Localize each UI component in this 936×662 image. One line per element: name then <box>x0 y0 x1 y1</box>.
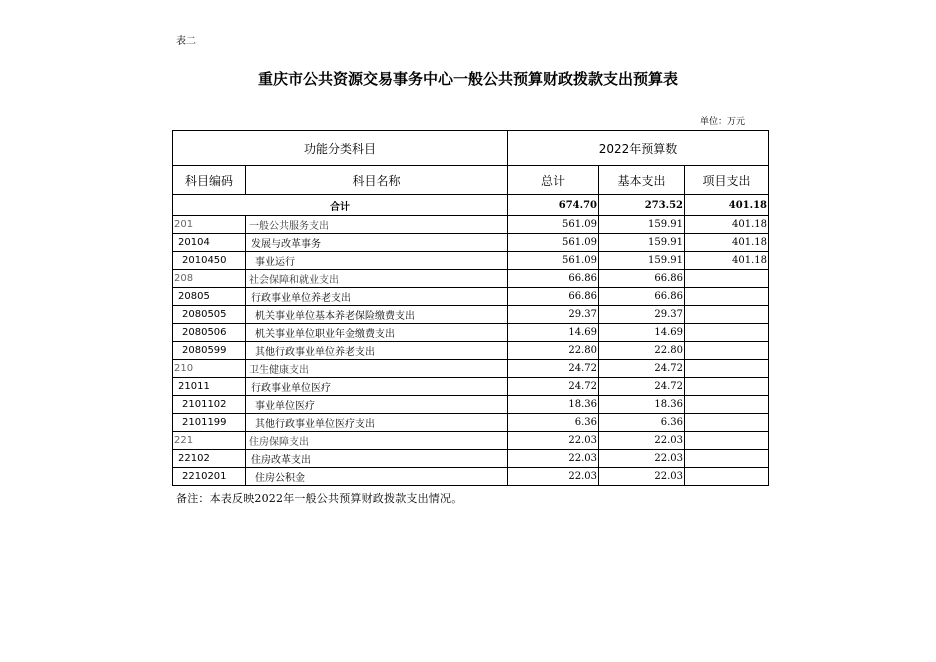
unit-label: 单位：万元 <box>700 117 746 127</box>
row-project <box>685 360 769 378</box>
row-total: 561.09 <box>508 252 599 270</box>
row-total: 24.72 <box>508 360 599 378</box>
code-header: 科目编码 <box>173 166 246 195</box>
row-basic: 14.69 <box>599 324 685 342</box>
row-name: 发展与改革事务 <box>246 234 508 252</box>
row-total: 66.86 <box>508 288 599 306</box>
row-project <box>685 432 769 450</box>
row-total: 561.09 <box>508 216 599 234</box>
total-row <box>173 195 769 216</box>
total-label: 合计 <box>173 195 508 216</box>
basic-header: 基本支出 <box>599 166 685 195</box>
row-project <box>685 414 769 432</box>
row-basic: 24.72 <box>599 378 685 396</box>
row-basic: 6.36 <box>599 414 685 432</box>
row-project <box>685 378 769 396</box>
project-header: 项目支出 <box>685 166 769 195</box>
row-name: 住房公积金 <box>246 468 508 486</box>
row-code: 2101102 <box>173 396 246 414</box>
row-name: 事业单位医疗 <box>246 396 508 414</box>
row-code: 2010450 <box>173 252 246 270</box>
table-row <box>173 396 769 414</box>
row-total: 561.09 <box>508 234 599 252</box>
row-basic: 22.03 <box>599 450 685 468</box>
row-name: 行政事业单位养老支出 <box>246 288 508 306</box>
row-name: 其他行政事业单位医疗支出 <box>246 414 508 432</box>
row-total: 6.36 <box>508 414 599 432</box>
row-code: 2210201 <box>173 468 246 486</box>
row-code: 2101199 <box>173 414 246 432</box>
row-name: 住房保障支出 <box>246 432 508 450</box>
row-project <box>685 270 769 288</box>
row-total: 22.80 <box>508 342 599 360</box>
row-code: 22102 <box>173 450 246 468</box>
header-row-1 <box>173 131 769 166</box>
row-name: 行政事业单位医疗 <box>246 378 508 396</box>
table-row <box>173 324 769 342</box>
functional-category-header: 功能分类科目 <box>173 131 508 166</box>
budget-table <box>172 130 769 486</box>
row-name: 一般公共服务支出 <box>246 216 508 234</box>
row-project <box>685 324 769 342</box>
row-basic: 22.03 <box>599 432 685 450</box>
table-row <box>173 378 769 396</box>
row-name: 机关事业单位职业年金缴费支出 <box>246 324 508 342</box>
table-row <box>173 252 769 270</box>
table-row <box>173 234 769 252</box>
row-project <box>685 450 769 468</box>
row-total: 22.03 <box>508 432 599 450</box>
row-basic: 18.36 <box>599 396 685 414</box>
row-basic: 24.72 <box>599 360 685 378</box>
total-header: 总计 <box>508 166 599 195</box>
row-code: 2080505 <box>173 306 246 324</box>
row-name: 其他行政事业单位养老支出 <box>246 342 508 360</box>
row-total: 22.03 <box>508 450 599 468</box>
total-basic: 273.52 <box>599 195 685 216</box>
row-project <box>685 396 769 414</box>
total-project: 401.18 <box>685 195 769 216</box>
row-code: 21011 <box>173 378 246 396</box>
table-row <box>173 414 769 432</box>
row-total: 18.36 <box>508 396 599 414</box>
row-basic: 159.91 <box>599 216 685 234</box>
row-code: 208 <box>173 270 246 288</box>
row-code: 2080506 <box>173 324 246 342</box>
table-row <box>173 360 769 378</box>
row-project <box>685 342 769 360</box>
row-basic: 66.86 <box>599 270 685 288</box>
footnote: 备注：本表反映2022年一般公共预算财政拨款支出情况。 <box>176 492 463 505</box>
name-header: 科目名称 <box>246 166 508 195</box>
row-code: 210 <box>173 360 246 378</box>
header-row-2 <box>173 166 769 195</box>
row-project: 401.18 <box>685 252 769 270</box>
row-basic: 159.91 <box>599 234 685 252</box>
row-code: 20805 <box>173 288 246 306</box>
table-row <box>173 342 769 360</box>
row-total: 29.37 <box>508 306 599 324</box>
row-code: 221 <box>173 432 246 450</box>
row-basic: 22.80 <box>599 342 685 360</box>
row-code: 20104 <box>173 234 246 252</box>
row-basic: 66.86 <box>599 288 685 306</box>
row-total: 24.72 <box>508 378 599 396</box>
table-row <box>173 432 769 450</box>
row-code: 201 <box>173 216 246 234</box>
row-name: 卫生健康支出 <box>246 360 508 378</box>
table-row <box>173 270 769 288</box>
row-project <box>685 288 769 306</box>
page-title: 重庆市公共资源交易事务中心一般公共预算财政拨款支出预算表 <box>257 70 678 88</box>
row-code: 2080599 <box>173 342 246 360</box>
row-project: 401.18 <box>685 216 769 234</box>
row-name: 社会保障和就业支出 <box>246 270 508 288</box>
row-name: 事业运行 <box>246 252 508 270</box>
row-total: 14.69 <box>508 324 599 342</box>
table-row <box>173 306 769 324</box>
table-number-label: 表二 <box>176 36 196 47</box>
row-total: 66.86 <box>508 270 599 288</box>
row-name: 住房改革支出 <box>246 450 508 468</box>
row-name: 机关事业单位基本养老保险缴费支出 <box>246 306 508 324</box>
table-row <box>173 288 769 306</box>
table-row <box>173 468 769 486</box>
row-basic: 159.91 <box>599 252 685 270</box>
row-basic: 22.03 <box>599 468 685 486</box>
row-project <box>685 306 769 324</box>
row-total: 22.03 <box>508 468 599 486</box>
total-sum: 674.70 <box>508 195 599 216</box>
row-basic: 29.37 <box>599 306 685 324</box>
row-project <box>685 468 769 486</box>
budget-year-header: 2022年预算数 <box>508 131 769 166</box>
row-project: 401.18 <box>685 234 769 252</box>
table-row <box>173 216 769 234</box>
table-row <box>173 450 769 468</box>
